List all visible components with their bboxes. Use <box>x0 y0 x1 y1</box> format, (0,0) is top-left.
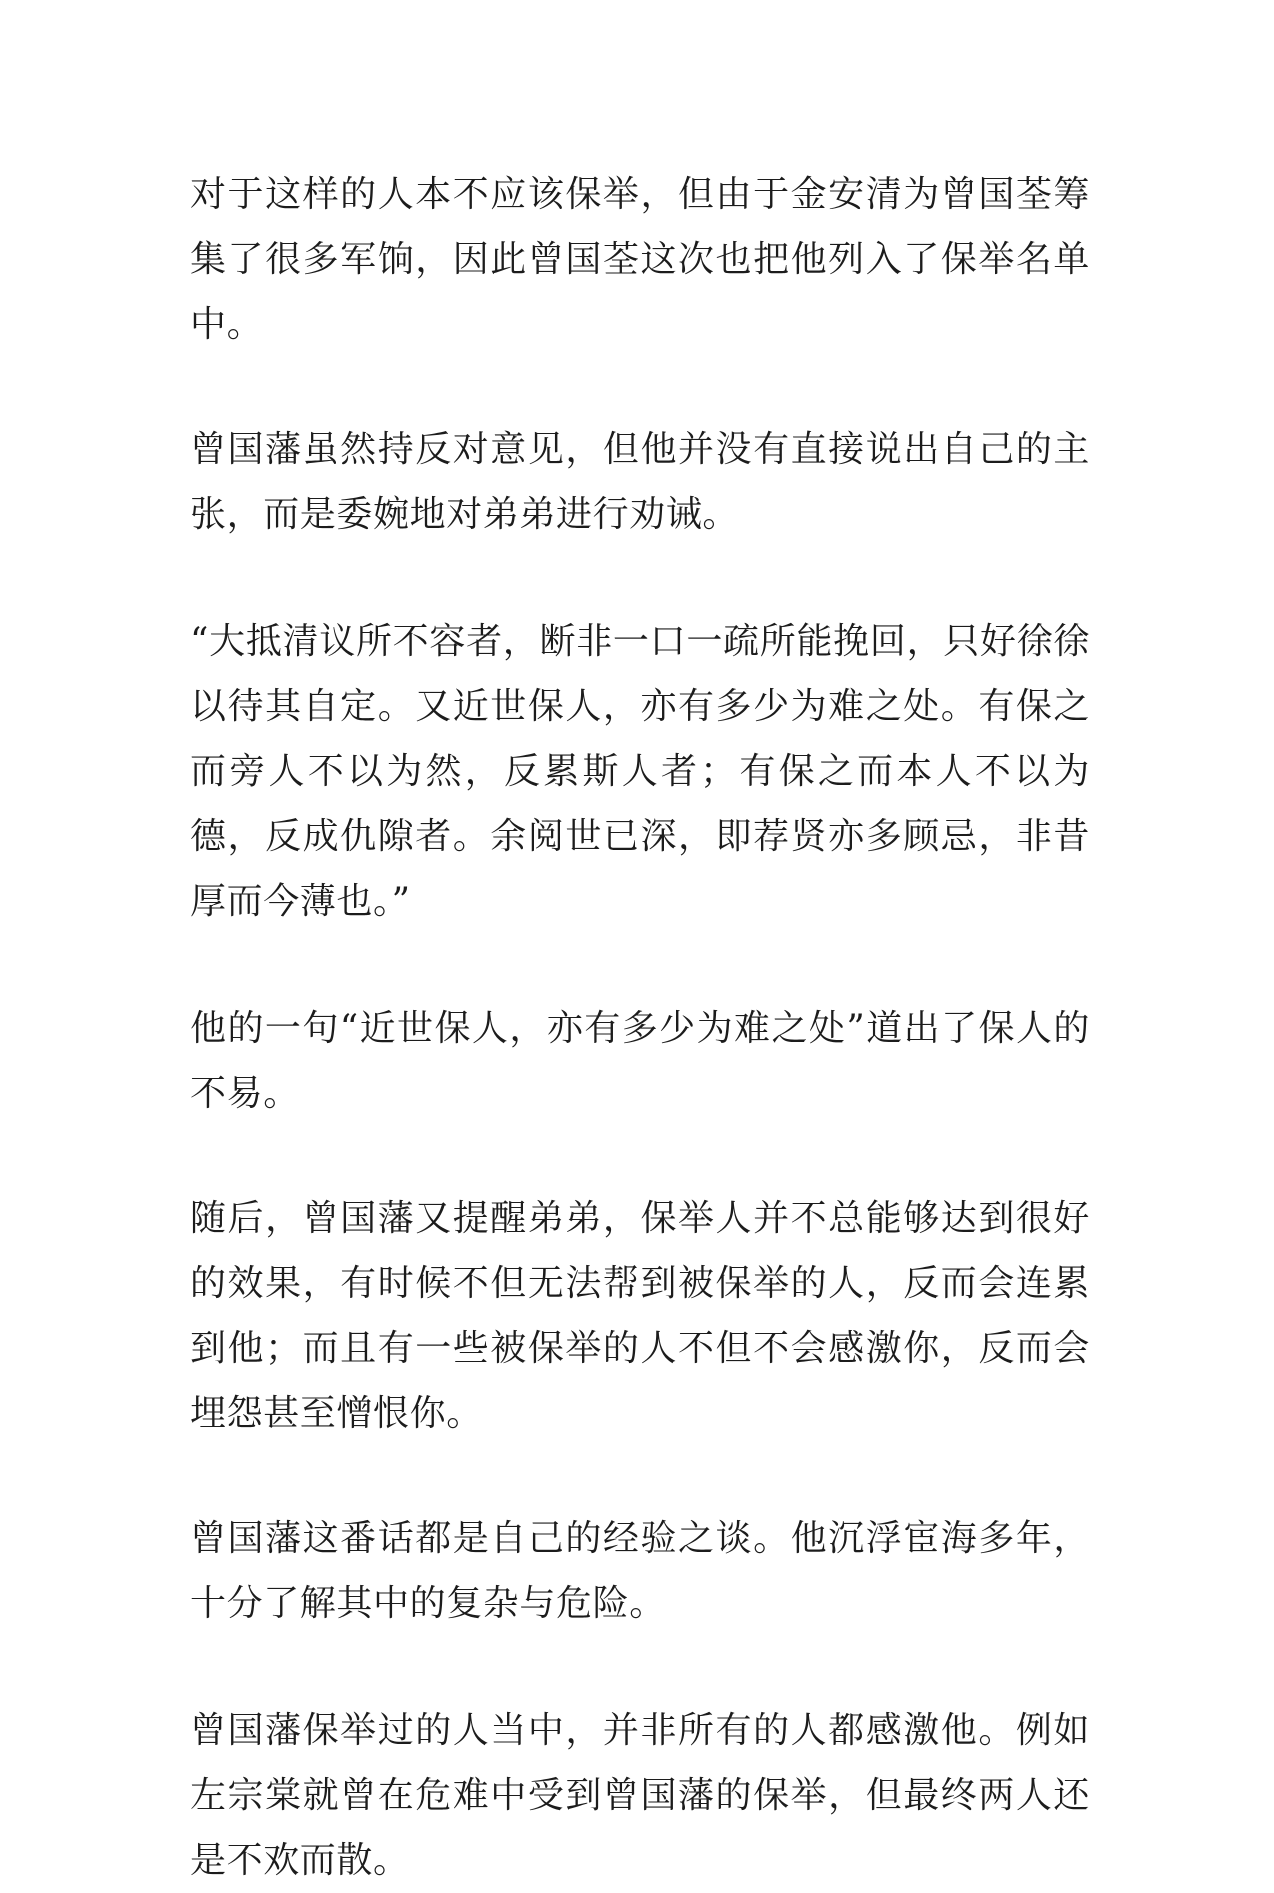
paragraph-3-quote: “大抵清议所不容者，断非一口一疏所能挽回，只好徐徐以待其自定。又近世保人，亦有多少为难之处。有保之而旁人不以为然，反累斯人者；有保之而本人不以为德，反成仇隙者。余阅世已深，即荐贤亦多顾忌，非昔厚而今薄也。” <box>190 621 1090 922</box>
paragraph-2: 曾国藩虽然持反对意见，但他并没有直接说出自己的主张，而是委婉地对弟弟进行劝诫。 <box>190 429 1090 535</box>
paragraph-6: 曾国藩这番话都是自己的经验之谈。他沉浮宦海多年，十分了解其中的复杂与危险。 <box>190 1518 1090 1624</box>
paragraph-1: 对于这样的人本不应该保举，但由于金安清为曾国荃筹集了很多军饷，因此曾国荃这次也把他列入了保举名单中。 <box>190 174 1090 345</box>
paragraph-4: 他的一句“近世保人，亦有多少为难之处”道出了保人的不易。 <box>190 1008 1090 1114</box>
paragraph-7: 曾国藩保举过的人当中，并非所有的人都感激他。例如左宗棠就曾在危难中受到曾国藩的保举，但最终两人还是不欢而散。 <box>190 1710 1090 1881</box>
body-text <box>190 162 1090 1893</box>
paragraph-5: 随后，曾国藩又提醒弟弟，保举人并不总能够达到很好的效果，有时候不但无法帮到被保举的人，反而会连累到他；而且有一些被保举的人不但不会感激你，反而会埋怨甚至憎恨你。 <box>190 1198 1090 1434</box>
